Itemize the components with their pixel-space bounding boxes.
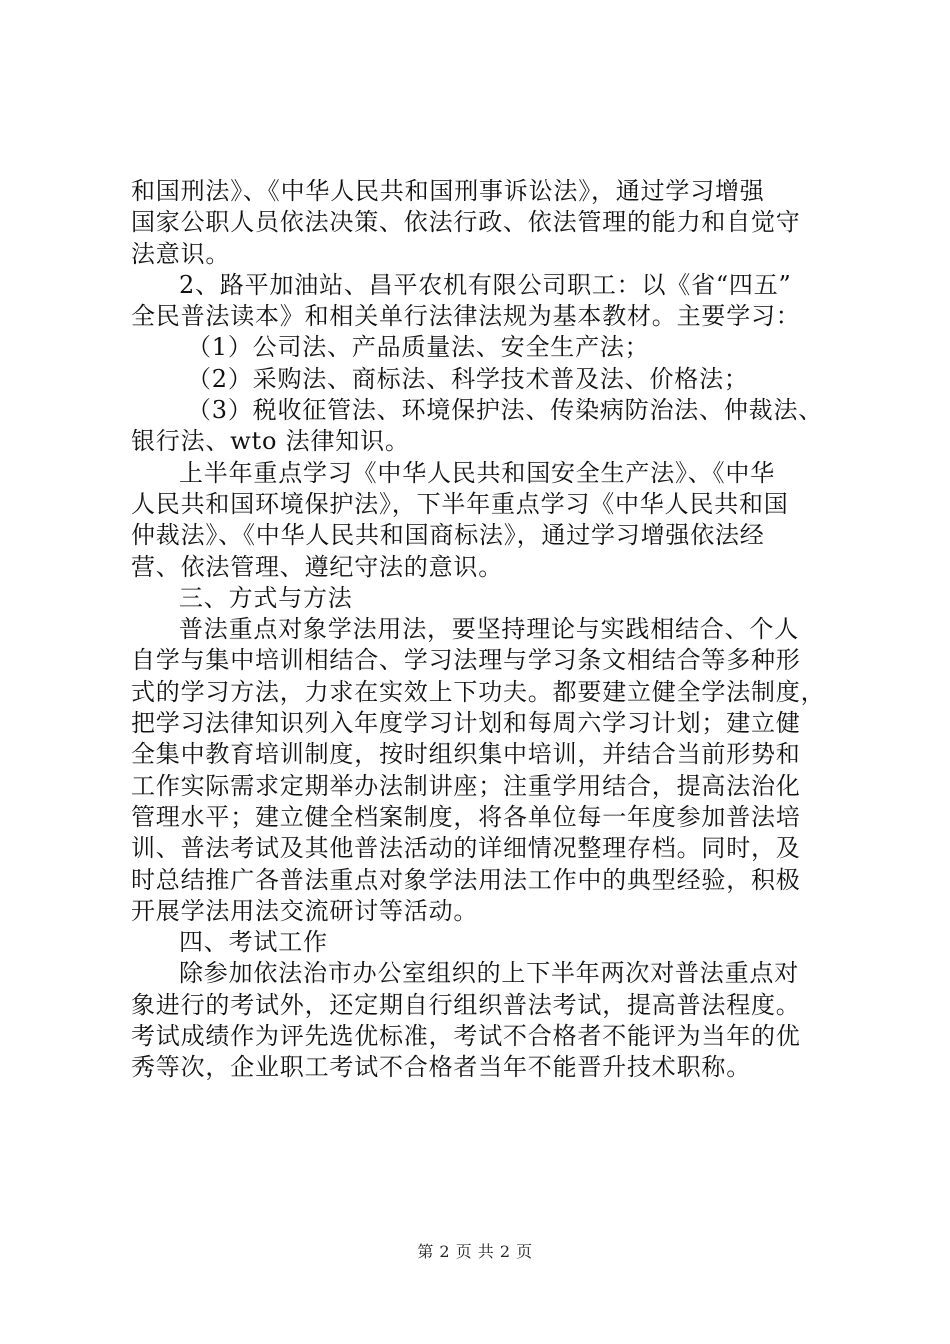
paragraph-start: 上半年重点学习《中华人民共和国安全生产法》、《中华 [179, 458, 775, 487]
section-heading-methods: 三、方式与方法 [179, 583, 353, 612]
text-line: 象进行的考试外，还定期自行组织普法考试，提高普法程度。 [131, 990, 801, 1019]
text-line: 人民共和国环境保护法》，下半年重点学习《中华人民共和国 [131, 489, 789, 518]
text-line: 全集中教育培训制度，按时组织集中培训，并结合当前形势和 [131, 740, 801, 769]
text-line: 把学习法律知识列入年度学习计划和每周六学习计划；建立健 [131, 709, 801, 738]
text-line: 全民普法读本》和相关单行法律法规为基本教材。主要学习： [131, 302, 801, 331]
text-line: 和国刑法》、《中华人民共和国刑事诉讼法》，通过学习增强 [131, 177, 765, 205]
text-line: 自学与集中培训相结合、学习法理与学习条文相结合等多种形 [131, 646, 801, 675]
text-line: 国家公职人员依法决策、依法行政、依法管理的能力和自觉守 [131, 208, 801, 237]
list-item-1: （1）公司法、产品质量法、安全生产法； [187, 333, 650, 362]
text-line: 训、普法考试及其他普法活动的详细情况整理存档。同时，及 [131, 834, 801, 863]
text-line: 工作实际需求定期举办法制讲座；注重学用结合，提高法治化 [131, 771, 801, 800]
paragraph-start: 普法重点对象学法用法，要坚持理论与实践相结合、个人 [179, 615, 799, 644]
text-line: 仲裁法》、《中华人民共和国商标法》，通过学习增强依法经 [131, 521, 765, 550]
text-line: 开展学法用法交流研讨等活动。 [131, 896, 479, 925]
text-line: 法意识。 [131, 239, 231, 268]
text-line: 秀等次，企业职工考试不合格者当年不能晋升技术职称。 [131, 1053, 751, 1082]
text-line: 管理水平；建立健全档案制度，将各单位每一年度参加普法培 [131, 802, 801, 831]
text-line: 营、依法管理、遵纪守法的意识。 [131, 552, 503, 581]
document-body [131, 176, 831, 1084]
text-line: 银行法、wto 法律知识。 [131, 427, 410, 456]
page-footer: 第 2 页 共 2 页 [417, 1242, 533, 1261]
paragraph-start: 除参加依法治市办公室组织的上下半年两次对普法重点对 [179, 959, 799, 988]
text-line: 考试成绩作为评先选优标准，考试不合格者不能评为当年的优 [131, 1022, 801, 1051]
list-item-2: （2）采购法、商标法、科学技术普及法、价格法； [187, 364, 749, 393]
item-heading-2: 2、路平加油站、昌平农机有限公司职工：以《省“四五” [179, 270, 792, 299]
text-line: 时总结推广各普法重点对象学法用法工作中的典型经验，积极 [131, 865, 801, 894]
text-line: 式的学习方法，力求在实效上下功夫。都要建立健全学法制度， [131, 677, 826, 706]
list-item-3: （3）税收征管法、环境保护法、传染病防治法、仲裁法、 [187, 396, 824, 425]
section-heading-exams: 四、考试工作 [179, 928, 328, 957]
